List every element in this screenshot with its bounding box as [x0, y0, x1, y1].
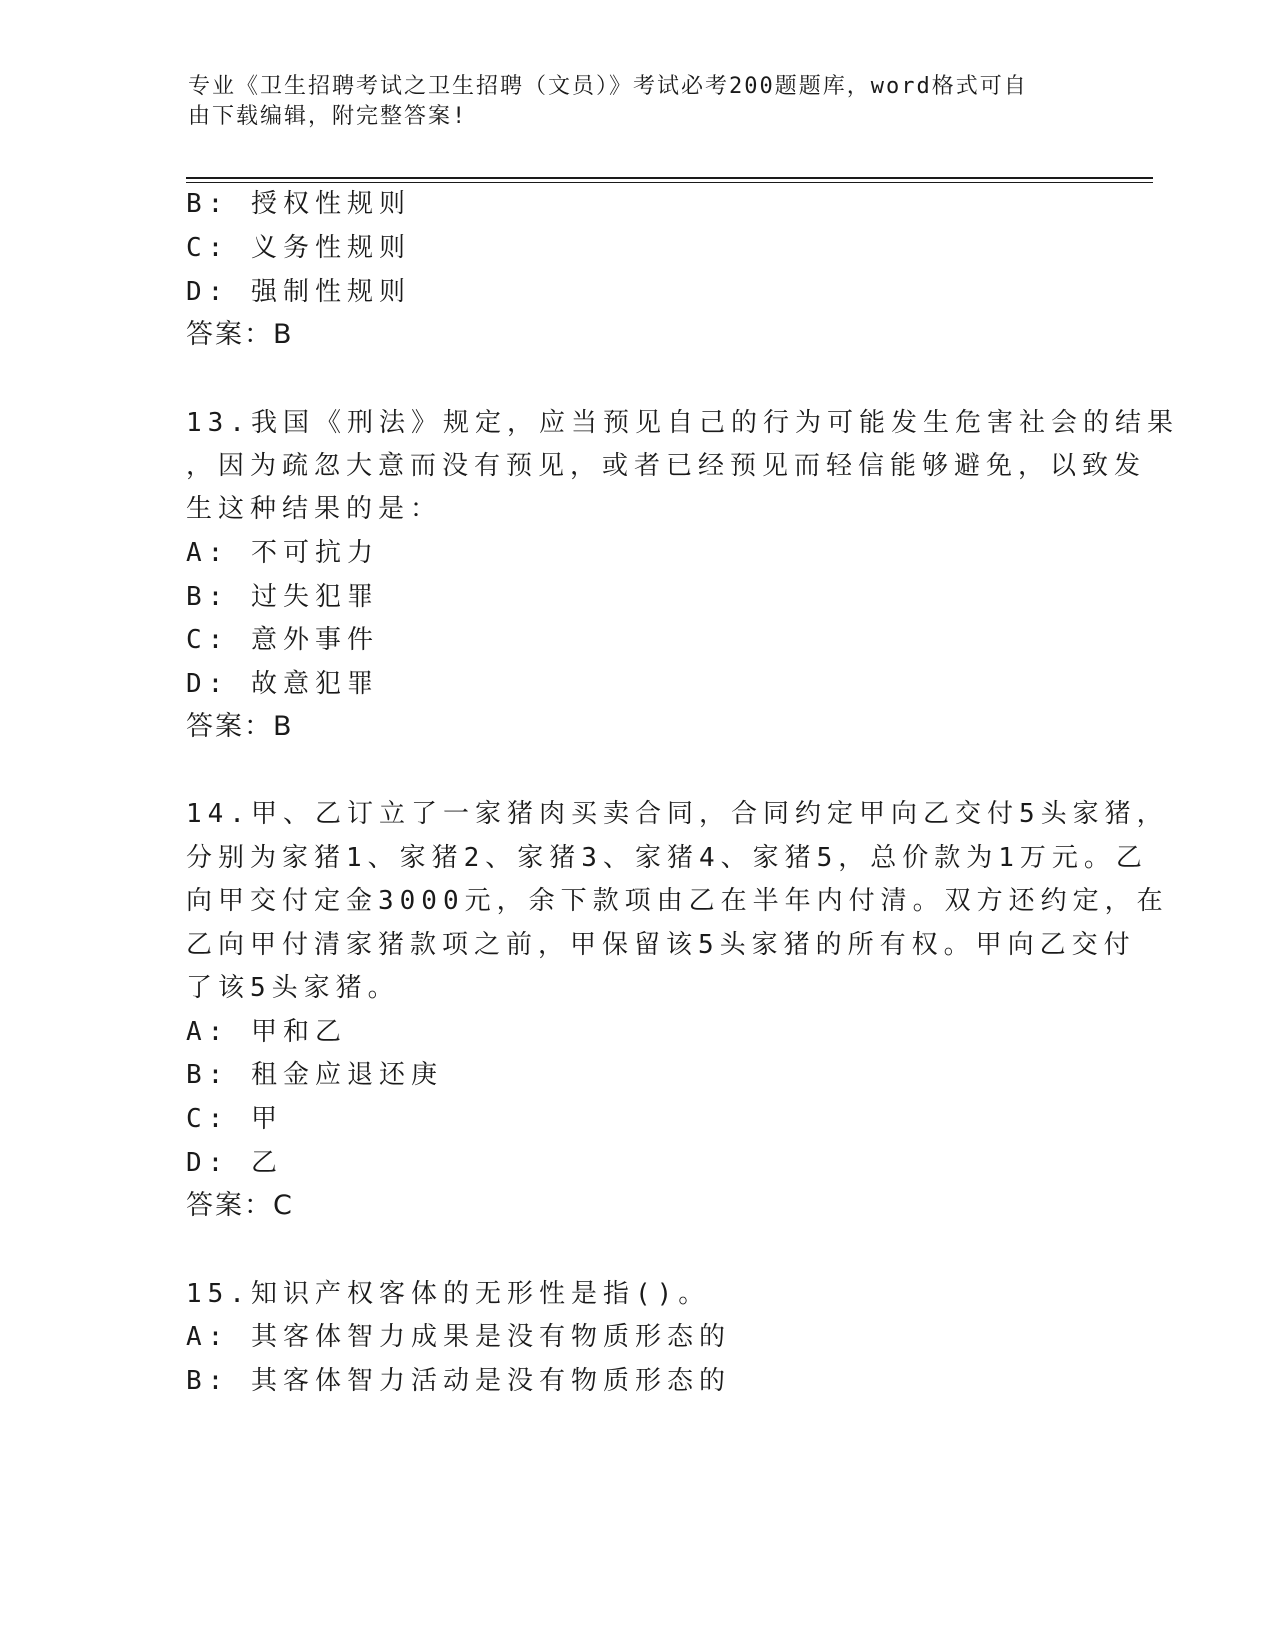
- question-14-answer: 答案：C: [186, 1190, 294, 1221]
- question-12-answer: 答案：B: [186, 319, 294, 350]
- document-title: [188, 72, 1068, 132]
- document-title-line-2: 由下载编辑，附完整答案!: [188, 104, 468, 129]
- question-14-option-a: A: 甲和乙: [186, 1017, 347, 1047]
- question-14-option-b: B: 租金应退还庚: [186, 1060, 443, 1090]
- question-13-stem-line-1: 13.我国《刑法》规定，应当预见自己的行为可能发生危害社会的结果: [186, 408, 1179, 438]
- question-12-option-d: D: 强制性规则: [186, 277, 411, 307]
- question-15-option-b: B: 其客体智力活动是没有物质形态的: [186, 1366, 731, 1396]
- question-14-stem-line-4: 乙向甲付清家猪款项之前，甲保留该5头家猪的所有权。甲向乙交付: [186, 930, 1136, 960]
- question-13-option-d: D: 故意犯罪: [186, 669, 379, 699]
- question-13-option-c: C: 意外事件: [186, 625, 379, 655]
- header-divider-thick: [186, 177, 1153, 179]
- question-14-option-c: C: 甲: [186, 1104, 283, 1134]
- question-12-option-c: C: 义务性规则: [186, 233, 411, 263]
- question-13-stem-line-3: 生这种结果的是：: [186, 494, 443, 524]
- question-15-stem-line-1: 15.知识产权客体的无形性是指()。: [186, 1279, 711, 1309]
- question-14-stem-line-2: 分别为家猪1、家猪2、家猪3、家猪4、家猪5，总价款为1万元。乙: [186, 843, 1148, 873]
- document-title-line-1: 专业《卫生招聘考试之卫生招聘（文员）》考试必考200题题库，word格式可自: [188, 74, 1028, 99]
- question-14-stem-line-1: 14.甲、乙订立了一家猪肉买卖合同，合同约定甲向乙交付5头家猪，: [186, 799, 1169, 829]
- question-12-option-b: B: 授权性规则: [186, 189, 411, 219]
- question-13-option-b: B: 过失犯罪: [186, 582, 379, 612]
- question-13-option-a: A: 不可抗力: [186, 538, 379, 568]
- question-13-answer: 答案：B: [186, 711, 294, 742]
- question-13-stem-line-2: ，因为疏忽大意而没有预见，或者已经预见而轻信能够避免，以致发: [186, 451, 1147, 481]
- question-14-stem-line-3: 向甲交付定金3000元，余下款项由乙在半年内付清。双方还约定，在: [186, 886, 1169, 916]
- header-divider-thin: [186, 182, 1153, 183]
- question-14-stem-line-5: 了该5头家猪。: [186, 973, 400, 1003]
- question-14-option-d: D: 乙: [186, 1148, 283, 1178]
- question-15-option-a: A: 其客体智力成果是没有物质形态的: [186, 1322, 731, 1352]
